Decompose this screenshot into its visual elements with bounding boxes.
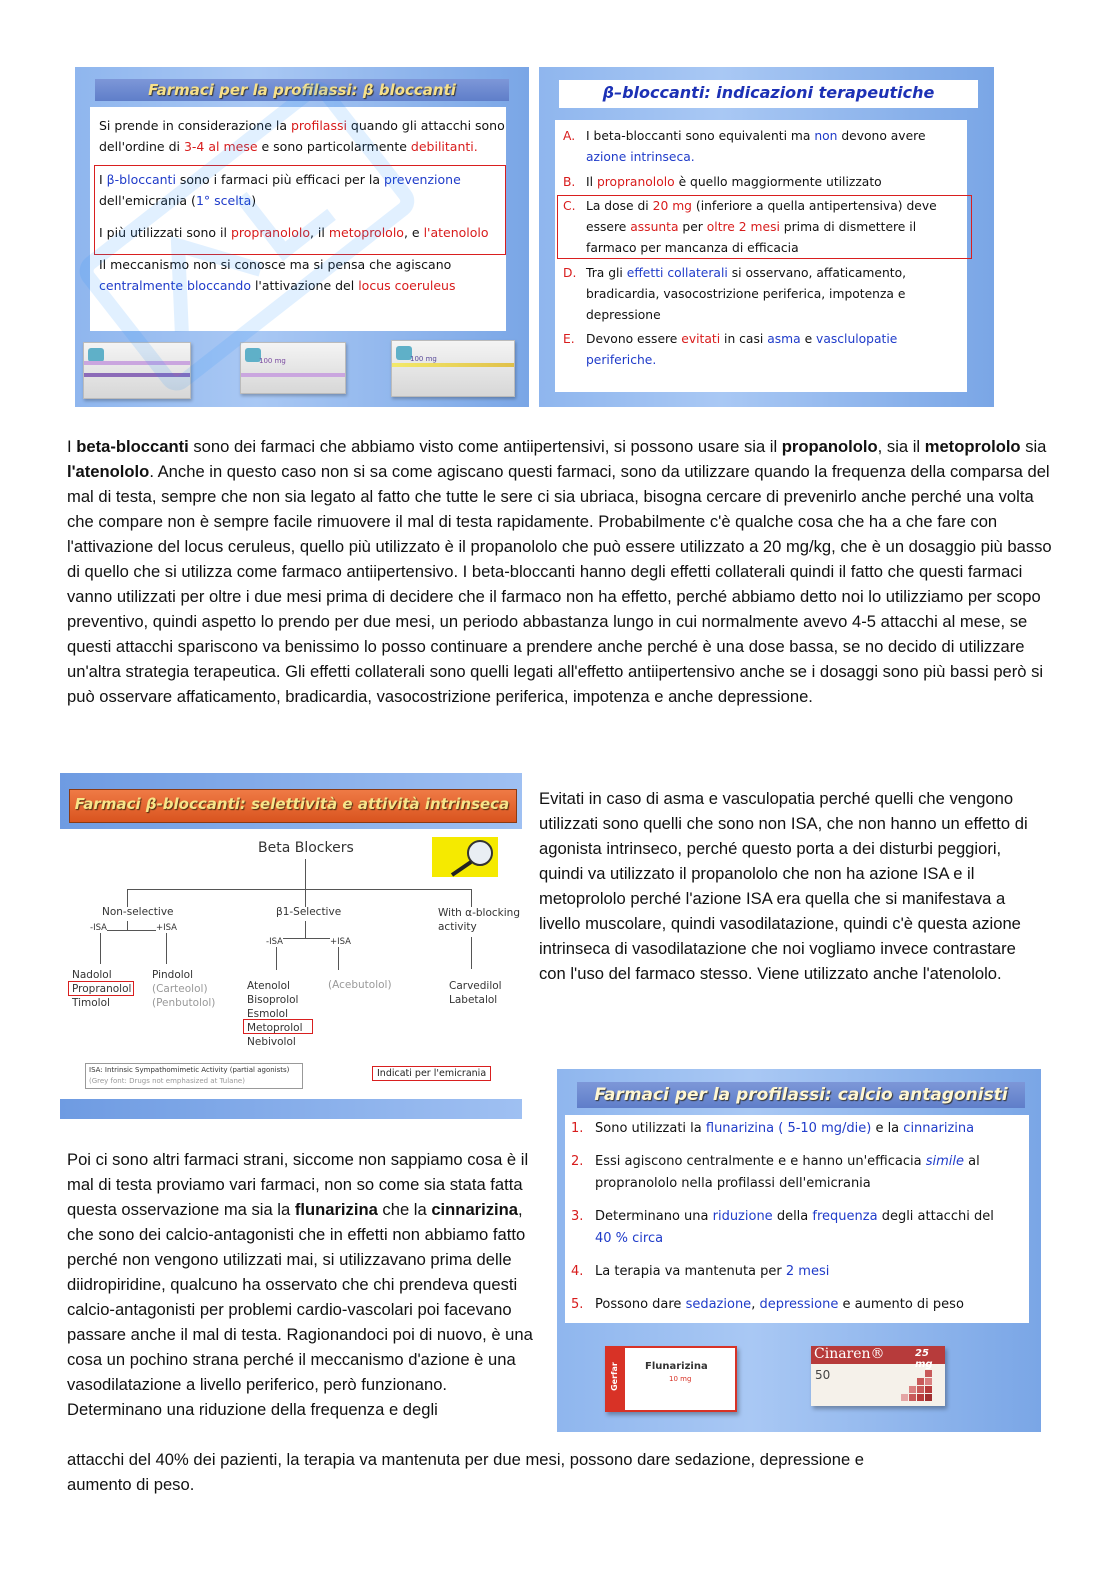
drug-package-image xyxy=(240,342,346,394)
slide-indicazioni-terapeutiche xyxy=(539,67,994,407)
text: With α-blocking xyxy=(438,907,520,919)
list-marker: 3. xyxy=(571,1209,584,1224)
text: , e xyxy=(403,225,424,240)
text: l'attivazione del xyxy=(250,278,359,293)
text: essere xyxy=(586,220,631,234)
drug-list xyxy=(449,979,502,1007)
legend-text: ISA: Intrinsic Sympathomimetic Activity (partial agonists) xyxy=(89,1066,290,1074)
text: Poi ci sono altri farmaci strani, siccome non sappiamo cosa è il mal di testa proviamo vari farmaci, non so come sia stata fatta questa osservazione ma sia la xyxy=(67,1150,529,1219)
text: assunta xyxy=(630,220,679,234)
text: La terapia va mantenuta per xyxy=(595,1264,786,1279)
isa-minus-label: -ISA xyxy=(266,937,283,947)
slide-frame-bottom xyxy=(60,1099,522,1119)
text: ) xyxy=(251,193,257,208)
legend-box xyxy=(85,1063,303,1089)
slide-list xyxy=(569,1118,1031,1316)
text: cinnarizina xyxy=(903,1121,975,1136)
list-marker: B. xyxy=(563,175,576,189)
text: per xyxy=(678,220,707,234)
text: sia xyxy=(1020,437,1047,456)
list-item: Carvedilol xyxy=(449,980,502,992)
text: non xyxy=(814,129,838,143)
slide-title: Farmaci per la profilassi: calcio antagonisti xyxy=(577,1082,1025,1108)
text: si osservano, affaticamento, xyxy=(727,266,907,280)
text: centralmente bloccando xyxy=(99,278,251,293)
text: depressione xyxy=(586,308,661,322)
text: bradicardia, vasocostrizione periferica, impotenza e xyxy=(586,287,906,301)
text: e aumento di peso xyxy=(838,1297,964,1312)
list-marker: D. xyxy=(563,266,577,280)
bold-text: metoprololo xyxy=(924,437,1021,456)
list-item: Timolol xyxy=(72,997,110,1009)
text: farmaco per mancanza di efficacia xyxy=(586,241,799,255)
package-count: 50 xyxy=(815,1368,831,1382)
text: 20 mg xyxy=(652,199,692,213)
text: oltre 2 mesi xyxy=(706,220,780,234)
package-name: Flunarizina xyxy=(645,1361,708,1372)
text: 2 mesi xyxy=(785,1264,830,1279)
text: activity xyxy=(438,921,477,933)
text: dell'ordine di xyxy=(99,139,184,154)
list-marker: E. xyxy=(563,332,575,346)
list-item: Nadolol xyxy=(72,969,112,981)
text: in casi xyxy=(720,332,768,346)
text: Possono dare xyxy=(595,1297,686,1312)
isa-minus-label: -ISA xyxy=(90,923,107,933)
highlight-box xyxy=(94,165,506,255)
text: della xyxy=(772,1209,813,1224)
text: al xyxy=(963,1154,980,1169)
text: propranololo xyxy=(230,225,310,240)
text: I beta-bloccanti sono equivalenti ma xyxy=(586,129,815,143)
text: 1° scelta xyxy=(195,193,252,208)
list-item: Esmolol xyxy=(247,1008,289,1020)
drug-package-image xyxy=(83,342,191,399)
text: e la xyxy=(871,1121,904,1136)
slide-title: β–bloccanti: indicazioni terapeutiche xyxy=(602,83,935,102)
slide-calcio-antagonisti xyxy=(557,1069,1041,1432)
text: Essi agiscono centralmente e e hanno un'efficacia xyxy=(595,1154,926,1169)
text: e sono particolarmente xyxy=(257,139,411,154)
slide-beta-bloccanti-profilassi xyxy=(75,67,529,407)
text: flunarizina ( 5-10 mg/die) xyxy=(705,1121,872,1136)
text: I più utilizzati sono il xyxy=(99,225,231,240)
beta-blockers-tree xyxy=(60,773,522,1099)
bold-text: l'atenololo xyxy=(67,462,150,481)
slide-title: Farmaci per la profilassi: β bloccanti xyxy=(95,79,509,101)
isa-plus-label: +ISA xyxy=(330,937,351,947)
text: β-bloccanti xyxy=(106,172,176,187)
text: 3-4 al mese xyxy=(183,139,258,154)
package-text: 100 mg xyxy=(410,355,437,363)
text: periferiche. xyxy=(586,353,657,367)
package-dose: 10 mg xyxy=(669,1375,692,1383)
text: , sia il xyxy=(877,437,925,456)
list-item: (Acebutolol) xyxy=(328,979,392,991)
text: profilassi xyxy=(291,118,347,133)
list-marker: C. xyxy=(563,199,576,213)
text: Determinano una xyxy=(595,1209,713,1224)
package-text: 100 mg xyxy=(259,357,286,365)
text: quando gli attacchi sono xyxy=(346,118,505,133)
brand-label: Gerfar xyxy=(609,1362,619,1391)
bold-text: flunarizina xyxy=(294,1200,378,1219)
text: prevenzione xyxy=(383,172,461,187)
text: simile xyxy=(925,1154,964,1169)
list-marker: 1. xyxy=(571,1121,584,1136)
drug-list xyxy=(247,979,303,1049)
list-item: (Penbutolol) xyxy=(152,997,216,1009)
tree-node-b1selective: β1-Selective xyxy=(276,906,342,918)
text: evitati xyxy=(681,332,721,346)
text: , il xyxy=(309,225,329,240)
legend-text: (Grey font: Drugs not emphasized at Tulane) xyxy=(89,1077,245,1085)
drug-list xyxy=(152,968,215,1010)
text: frequenza xyxy=(812,1209,878,1224)
list-item: (Carteolol) xyxy=(152,983,208,995)
text: è quello maggiormente utilizzato xyxy=(674,175,882,189)
bold-text: propanololo xyxy=(781,437,878,456)
text: I xyxy=(99,172,107,187)
list-marker: A. xyxy=(563,129,576,143)
text: 40 % circa xyxy=(595,1231,664,1246)
drug-list xyxy=(328,978,392,992)
body-paragraph-continued xyxy=(67,1447,1052,1497)
tree-root: Beta Blockers xyxy=(258,840,354,856)
text: propranololo nella profilassi dell'emicrania xyxy=(595,1176,871,1191)
text: Il meccanismo non si conosce ma si pensa che agiscano xyxy=(99,257,452,272)
slide-title: Farmaci β-bloccanti: selettività e attività intrinseca xyxy=(74,795,510,813)
list-item: Propranolol xyxy=(72,983,132,995)
highlight-box xyxy=(243,1019,313,1034)
list-item: Nebivolol xyxy=(247,1036,296,1048)
text: prima di dismettere il xyxy=(779,220,917,234)
text: asma xyxy=(767,332,801,346)
decorative-squares xyxy=(881,1368,941,1402)
list-item: Bisoprolol xyxy=(247,994,299,1006)
highlight-box xyxy=(68,981,134,996)
text: aumento di peso. xyxy=(67,1475,195,1494)
text: che la xyxy=(377,1200,432,1219)
text: attacchi del 40% dei pazienti, la terapia va mantenuta per due mesi, possono dare sedazione, depressione e xyxy=(67,1450,865,1469)
text: I xyxy=(67,437,77,456)
slide-selettivita xyxy=(60,773,522,1119)
package-dose: 25 mg xyxy=(915,1348,933,1370)
body-paragraph xyxy=(67,434,1052,709)
indicati-label: Indicati per l'emicrania xyxy=(372,1066,491,1081)
text: La dose di xyxy=(586,199,653,213)
text: Devono essere xyxy=(586,332,682,346)
list-item: Metoprolol xyxy=(247,1022,303,1034)
text: sono dei farmaci che abbiamo visto come antiipertensivi, si possono usare sia il xyxy=(188,437,782,456)
text: sono i farmaci più efficaci per la xyxy=(175,172,384,187)
flunarizina-package xyxy=(605,1346,737,1412)
text: Sono utilizzati la xyxy=(595,1121,706,1136)
text: , xyxy=(751,1297,760,1312)
text: (inferiore a quella antipertensiva) deve xyxy=(691,199,937,213)
text: depressione xyxy=(759,1297,839,1312)
text: sedazione xyxy=(685,1297,752,1312)
list-item: Atenolol xyxy=(247,980,290,992)
body-paragraph xyxy=(67,1147,545,1422)
text: dell'emicrania ( xyxy=(99,193,196,208)
bold-text: cinnarizina xyxy=(431,1200,519,1219)
text: propranololo xyxy=(596,175,675,189)
list-item: Labetalol xyxy=(449,994,498,1006)
text: . Anche in questo caso non si sa come agiscano questi farmaci, sono da utilizzare quando la frequenza della comparsa del mal di testa, sempre che non sia legato al fatto che tutte le sere ci sia ubriaca, bisogna cercare di prevenirlo anche perché una volta che compare non è sempre facile rimuovere il mal di testa rapidamente. Probabilmente c'è qualche cosa che ha a che fare con l'attivazione del locus ceruleus, quello più utilizzato è il propanololo che può essere utilizzato a 20 mg/kg, che è un dosaggio più basso di quello che si utilizza come farmaco antiipertensivo. I beta-bloccanti hanno degli effetti collaterali quindi il fatto che questi farmaci vanno utilizzati per oltre i due mesi prima di decidere che il farmaco non ha effetto, perché abbiamo detto noi lo utilizziamo per scopo preventivo, quindi aspetto lo prendo per due mesi, un periodo abbastanza lungo in cui normalmente avevo 4-5 attacchi al mese, se questi attacchi spariscono va benissimo lo posso continuare a prendere anche perché è una dose bassa, se no decido di utilizzare un'altra strategia terapeutica. Gli effetti collaterali sono quelli legati all'effetto antiipertensivo anche se i dosaggi sono più bassi però si può osservare affaticamento, bradicardia, vasocostrizione periferica, impotenza e anche depressione. xyxy=(67,462,1052,706)
text: e xyxy=(800,332,817,346)
text: debilitanti. xyxy=(410,139,478,154)
package-name: Cinaren® xyxy=(814,1346,885,1362)
list-marker: 2. xyxy=(571,1154,584,1169)
cinaren-package xyxy=(811,1346,945,1406)
text: degli attacchi del xyxy=(877,1209,994,1224)
text: azione intrinseca. xyxy=(586,150,695,164)
text: Il xyxy=(586,175,597,189)
text: , che sono dei calcio-antagonisti che in effetti non abbiamo fatto perché non vengono utilizzati mai, si utilizzavano prima delle diidropiridine, qualcuno ha osservato che chi prendeva questi calcio-antagonisti per problemi cardio-vascolari poi facevano passare anche il mal di testa. Ragionandoci poi di nuovo, è una cosa un pochino strana perché il meccanismo d'azione è una vasodilatazione a livello periferico, però funzionano. Determinano una riduzione della frequenza e degli xyxy=(67,1200,533,1419)
tree-node-alpha xyxy=(438,906,520,934)
tree-node-nonselective: Non-selective xyxy=(102,906,174,918)
list-item: Pindolol xyxy=(152,969,194,981)
text: l'atenololo xyxy=(423,225,489,240)
bold-text: beta-bloccanti xyxy=(76,437,189,456)
isa-plus-label: +ISA xyxy=(156,923,177,933)
list-marker: 4. xyxy=(571,1264,584,1279)
text: vasclulopatie xyxy=(816,332,898,346)
text: metoprololo xyxy=(328,225,404,240)
text: Tra gli xyxy=(586,266,627,280)
side-paragraph: Evitati in caso di asma e vasculopatia perché quelli che vengono utilizzati sono quelli che sono non ISA, che non hanno un effetto di agonista intrinseco, perché questo porta a dei disturbi peggiori, quindi va utilizzato il propanololo che non ha azione ISA e il metoprololo perché l'azione ISA era quella che si manifestava a livello muscolare, quindi vasodilatazione, quindi c'è questa azione intrinseca di vasodilatazione che noi vogliamo invece contrastare con l'uso del farmaco stesso. Viene utilizzato anche l'atenololo. xyxy=(539,789,1028,983)
text: locus coeruleus xyxy=(358,278,456,293)
text: effetti collaterali xyxy=(626,266,728,280)
text: devono avere xyxy=(837,129,926,143)
text: Si prende in considerazione la xyxy=(99,118,291,133)
drug-package-image xyxy=(391,340,515,397)
highlight-box xyxy=(557,195,972,259)
text: riduzione xyxy=(712,1209,773,1224)
logo-icon xyxy=(88,348,104,362)
list-marker: 5. xyxy=(571,1297,584,1312)
